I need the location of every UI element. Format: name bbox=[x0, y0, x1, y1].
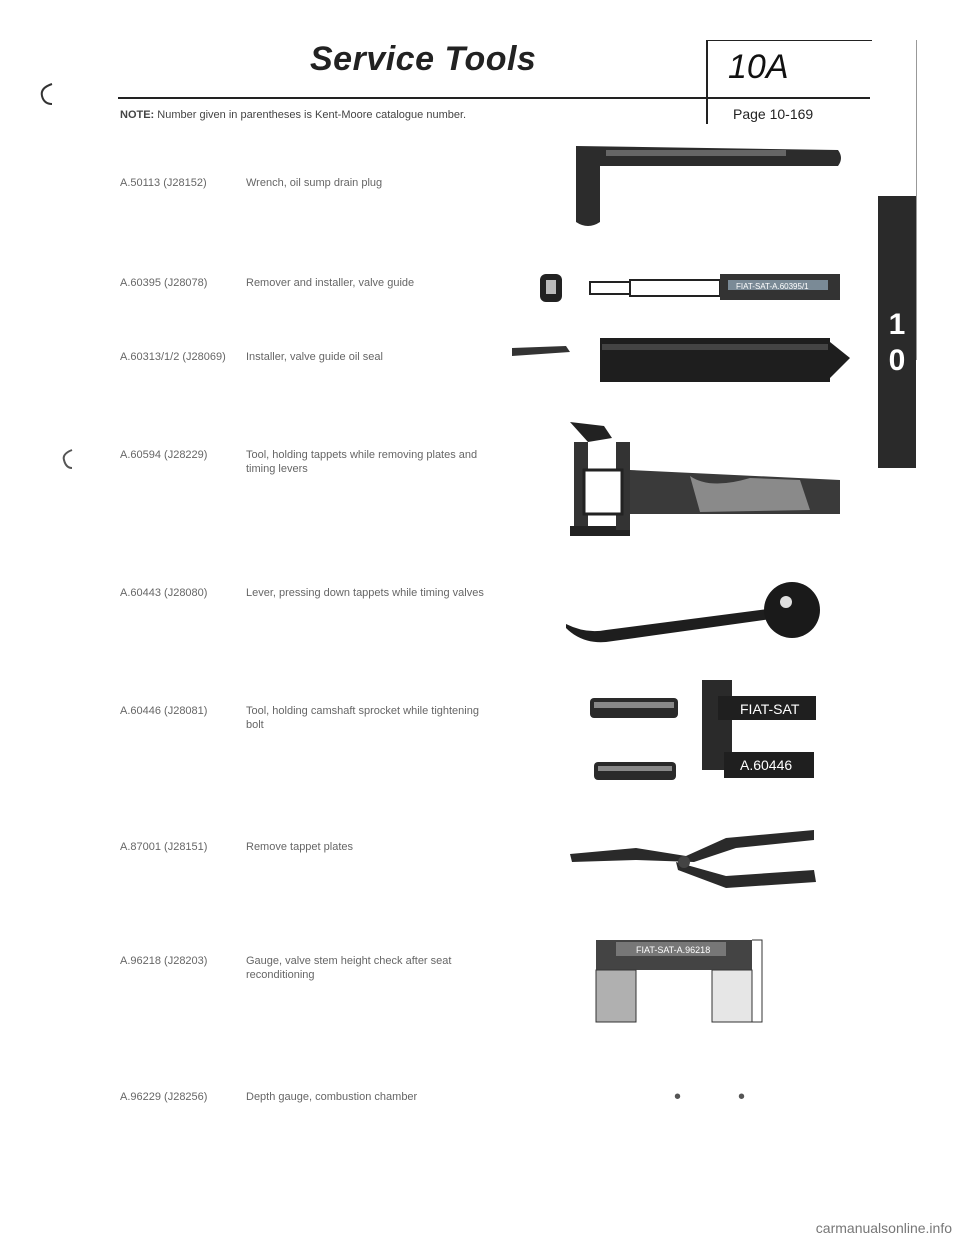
tool-number: A.60313/1/2 (J28069) bbox=[120, 351, 226, 363]
seal-installer-icon bbox=[512, 334, 852, 390]
tool-stamp: FIAT-SAT-A.60395/1 bbox=[736, 282, 809, 291]
tool-entry bbox=[120, 350, 486, 364]
page-title: Service Tools bbox=[310, 40, 537, 78]
tool-description: Remove tappet plates bbox=[246, 841, 354, 853]
section-number: 10A bbox=[728, 48, 789, 86]
note-label: NOTE: bbox=[120, 109, 155, 121]
tool-stamp: A.60446 bbox=[740, 757, 793, 773]
footer-watermark: carmanualsonline.info bbox=[815, 1220, 952, 1236]
tool-description: Remover and installer, valve guide bbox=[246, 277, 415, 289]
header-rule bbox=[118, 97, 870, 99]
scan-edge bbox=[916, 40, 917, 360]
binder-hole-icon bbox=[38, 82, 58, 108]
tool-description: Lever, pressing down tappets while timing valves bbox=[246, 587, 484, 599]
section-tab bbox=[878, 196, 916, 468]
section-tab-digit: 0 bbox=[888, 344, 906, 377]
tool-entry bbox=[120, 704, 486, 732]
tool-stamp: FIAT-SAT bbox=[740, 701, 800, 717]
tool-number: A.50113 (J28152) bbox=[120, 177, 207, 189]
sprocket-holder-icon bbox=[590, 666, 830, 786]
page-number-divider bbox=[706, 94, 708, 124]
tool-entry bbox=[120, 586, 486, 600]
height-gauge-icon bbox=[596, 928, 766, 1028]
tool-entry bbox=[120, 954, 486, 982]
tool-number: A.60443 (J28080) bbox=[120, 587, 208, 599]
tool-stamp: FIAT-SAT-A.96218 bbox=[636, 945, 711, 955]
tool-number: A.87001 (J28151) bbox=[120, 841, 208, 853]
tappet-holder-icon bbox=[560, 418, 850, 538]
tool-entry bbox=[120, 176, 486, 190]
tool-description: Depth gauge, combustion chamber bbox=[246, 1091, 418, 1103]
tool-entry bbox=[120, 1090, 486, 1104]
tool-description: Tool, holding tappets while removing plates and timing levers bbox=[246, 449, 478, 475]
note-text: Number given in parentheses is Kent-Moore catalogue number. bbox=[157, 109, 467, 121]
tool-entry bbox=[120, 840, 486, 854]
page-number: Page 10-169 bbox=[733, 106, 814, 122]
tool-number: A.60446 (J28081) bbox=[120, 705, 208, 717]
pliers-icon bbox=[566, 826, 826, 896]
note bbox=[120, 108, 520, 122]
tool-number: A.60395 (J28078) bbox=[120, 277, 208, 289]
valve-guide-drift-icon bbox=[540, 268, 850, 308]
tool-number: A.60594 (J28229) bbox=[120, 449, 208, 461]
l-wrench-icon bbox=[566, 136, 846, 232]
binder-hole-icon bbox=[60, 448, 78, 472]
tool-number: A.96229 (J28256) bbox=[120, 1091, 208, 1103]
depth-gauge-icon: • bbox=[738, 1086, 746, 1108]
tool-entry bbox=[120, 448, 486, 476]
section-tab-digit: 1 bbox=[888, 308, 906, 341]
depth-gauge-icon: • bbox=[674, 1086, 682, 1108]
tool-entry bbox=[120, 276, 486, 290]
tool-description: Wrench, oil sump drain plug bbox=[246, 177, 383, 189]
tool-number: A.96218 (J28203) bbox=[120, 955, 208, 967]
tappet-lever-icon bbox=[566, 580, 826, 660]
tool-description: Installer, valve guide oil seal bbox=[246, 351, 383, 363]
tool-description: Tool, holding camshaft sprocket while tightening bolt bbox=[246, 705, 479, 731]
tool-description: Gauge, valve stem height check after seat reconditioning bbox=[246, 955, 452, 981]
